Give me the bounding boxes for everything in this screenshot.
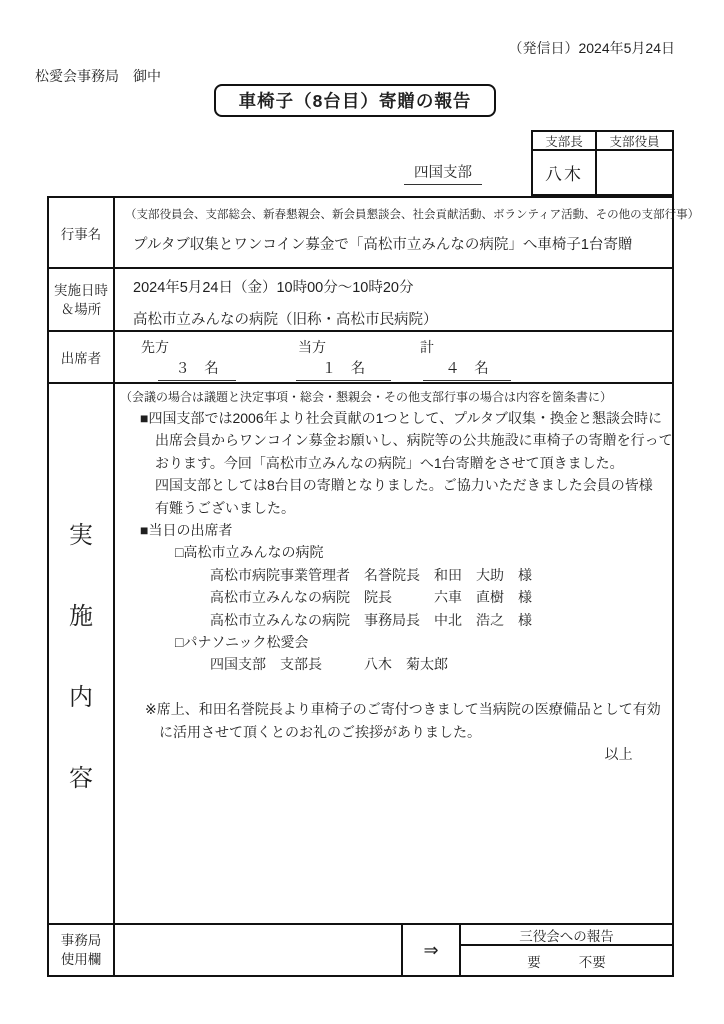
details-cell [115, 384, 673, 923]
datetime-label-line2: ＆場所 [60, 301, 102, 317]
datetime-place-cell [115, 269, 672, 330]
details-instruction-note: （会議の場合は議題と決定事項・総会・懇親会・その他支部行事の場合は内容を箇条書に） [120, 390, 613, 404]
office-use-row [49, 925, 672, 975]
right-arrow-icon: ⇒ [403, 925, 461, 975]
stamp-branch-chief-value: 八木 [533, 151, 597, 194]
attendees-total-count: ４ 名 [423, 357, 511, 381]
stamp-branch-officer-value [597, 151, 672, 194]
event-category-note: （支部役員会、支部総会、新春懇親会、新会員懇談会、社会貢献活動、ボランティア活動、その他の支部行事） [125, 209, 700, 221]
details-line: ■当日の出席者 [140, 522, 233, 539]
details-row [49, 384, 672, 925]
details-line: 出席会員からワンコイン募金お願いし、病院等の公共施設に車椅子の寄贈を行って [155, 432, 673, 449]
event-name-cell [115, 198, 699, 267]
executive-report-options [461, 946, 672, 975]
attendees-row [49, 332, 672, 384]
report-form-table [47, 196, 700, 977]
event-name-value: プルタブ収集とワンコイン募金で「高松市立みんなの病院」へ車椅子1台寄贈 [133, 237, 633, 253]
executive-report-header: 三役会への報告 [461, 925, 672, 946]
details-line: 四国支部 支部長 八木 菊太郎 [210, 656, 448, 673]
details-line: □パナソニック松愛会 [175, 634, 309, 651]
addressee: 松愛会事務局 御中 [35, 68, 161, 84]
details-line: おります。今回「高松市立みんなの病院」へ1台寄贈をさせて頂きました。 [155, 454, 624, 471]
details-line: 高松市立みんなの病院 院長 六車 直樹 様 [210, 589, 532, 606]
details-lines [115, 407, 673, 765]
details-label-char: 容 [69, 764, 93, 792]
office-use-label [49, 925, 115, 975]
event-name-label: 行事名 [49, 198, 115, 267]
details-label-char: 施 [69, 602, 93, 630]
attendees-other-party-label: 先方 [141, 339, 169, 355]
details-line: 有難うございました。 [155, 499, 295, 516]
details-line: 高松市病院事業管理者 名誉院長 和田 大助 様 [210, 566, 532, 583]
details-line: ※席上、和田名誉院長より車椅子のご寄付つきまして当病院の医療備品として有効 [145, 701, 661, 718]
option-required: 要 [527, 954, 541, 970]
stamp-header-branch-officer: 支部役員 [609, 134, 660, 149]
attendees-cell [115, 332, 672, 382]
details-line: 四国支部としては8台目の寄贈となりました。ご協力いただきました会員の皆様 [155, 477, 653, 494]
datetime-place-row [49, 269, 672, 332]
details-line: 以上 [604, 746, 633, 763]
send-date: （発信日）2024年5月24日 [508, 40, 675, 56]
event-name-row [49, 198, 700, 269]
office-use-cell [115, 925, 672, 975]
attendees-label: 出席者 [49, 332, 115, 382]
details-line: 高松市立みんなの病院 事務局長 中北 浩之 様 [210, 611, 532, 628]
event-datetime-value: 2024年5月24日（金）10時00分～10時20分 [133, 280, 414, 296]
branch-name: 四国支部 [404, 161, 482, 185]
attendees-our-party-label: 当方 [298, 339, 326, 355]
attendees-our-party-count: １ 名 [296, 357, 391, 381]
report-title: 車椅子（8台目）寄贈の報告 [214, 84, 496, 117]
office-label-line2: 使用欄 [60, 952, 102, 967]
details-line [115, 676, 673, 698]
office-blank-cell [115, 925, 403, 975]
details-label-char: 内 [69, 683, 93, 711]
attendees-total-label: 計 [420, 339, 434, 355]
option-not-required: 不要 [578, 954, 606, 970]
event-place-value: 高松市立みんなの病院（旧称・高松市民病院） [133, 312, 438, 328]
details-label-char: 実 [69, 521, 93, 549]
details-line: □高松市立みんなの病院 [175, 544, 324, 561]
stamp-header-branch-chief: 支部長 [533, 132, 597, 149]
details-vertical-label [49, 384, 115, 923]
datetime-label-line1: 実施日時 [54, 282, 108, 298]
executive-report-section [461, 925, 672, 975]
stamp-value-row [533, 151, 672, 194]
approval-stamp-table [531, 130, 674, 196]
office-label-line1: 事務局 [60, 933, 102, 948]
stamp-header-row [533, 132, 672, 151]
details-line: に活用させて頂くとのお礼のご挨拶がありました。 [159, 723, 481, 740]
attendees-other-party-count: ３ 名 [158, 357, 236, 381]
details-line: ■四国支部では2006年より社会貢献の1つとして、プルタブ収集・換金と懇談会時に [140, 410, 662, 426]
datetime-place-label [49, 269, 115, 330]
